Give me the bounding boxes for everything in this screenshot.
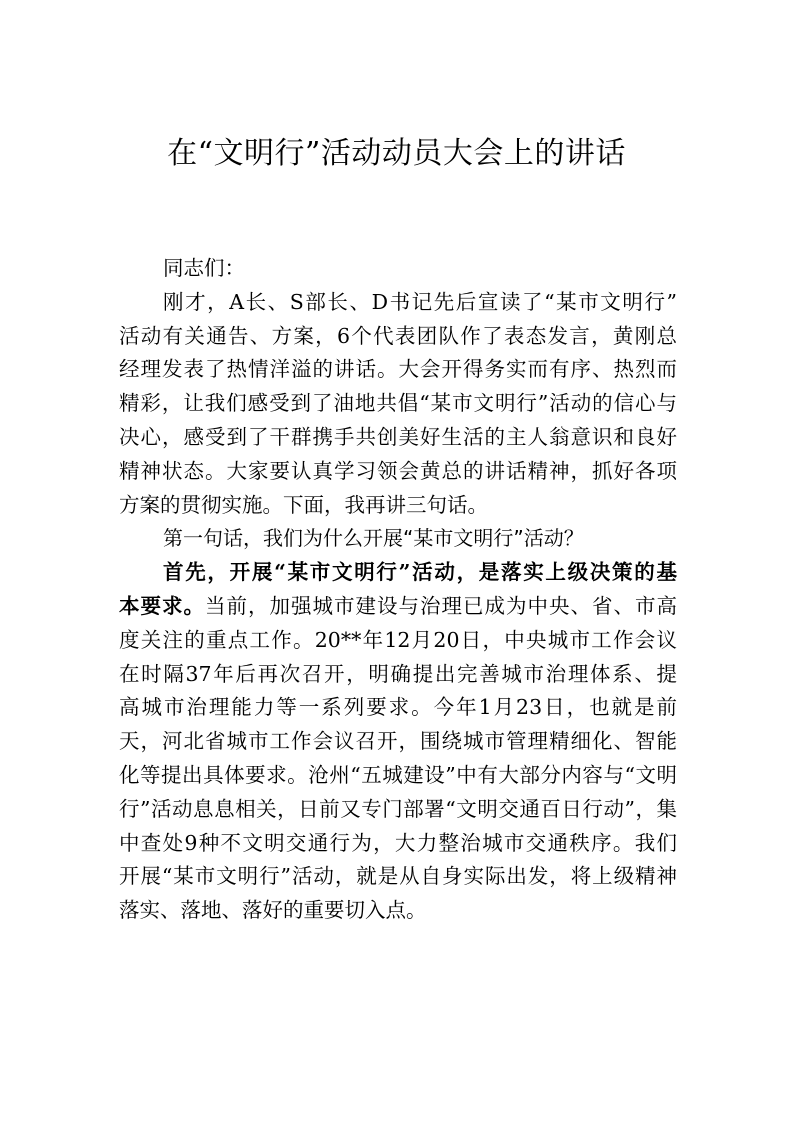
paragraph-line: 高城市治理能力等一系列要求。今年1月23日，也就是前 [119,695,677,720]
paragraph-line: 精神状态。大家要认真学习领会黄总的讲话精神，抓好各项 [119,458,677,483]
point-one-text: 当前，加强城市建设与治理已成为中央、省、市高 [205,593,677,618]
document-body [119,252,677,928]
document-title: 在“文明行”活动动员大会上的讲话 [167,136,626,171]
paragraph-line: 在时隔37年后再次召开，明确提出完善城市治理体系、提 [119,661,677,686]
paragraph-line: 中查处9种不文明交通行为，大力整治城市交通秩序。我们 [119,830,677,855]
paragraph-line: 开展“某市文明行”活动，就是从自身实际出发，将上级精神 [119,864,677,889]
paragraph-line: 方案的贯彻实施。下面，我再讲三句话。 [119,492,488,517]
salutation: 同志们： [163,256,245,280]
paragraph-line: 决心，感受到了干群携手共创美好生活的主人翁意识和良好 [119,424,677,449]
paragraph-line: 活动有关通告、方案，6个代表团队作了表态发言，黄刚总 [119,323,677,348]
paragraph-line: 落实、落地、落好的重要切入点。 [119,898,427,923]
point-one-bold-lead: 首先，开展“某市文明行”活动，是落实上级决策的基 [163,560,677,585]
paragraph-line: 精彩，让我们感受到了油地共倡“某市文明行”活动的信心与 [119,391,677,416]
point-one-bold-tail: 本要求。 [119,593,205,618]
paragraph-line: 行”活动息息相关，日前又专门部署“文明交通百日行动”，集 [119,796,677,821]
paragraph-line: 刚才，A长、S部长、D书记先后宣读了“某市文明行” [163,289,677,314]
section-heading: 第一句话，我们为什么开展“某市文明行”活动？ [163,526,584,551]
paragraph-line: 化等提出具体要求。沧州“五城建设”中有大部分内容与“文明 [119,762,677,787]
paragraph-line: 天，河北省城市工作会议召开，围绕城市管理精细化、智能 [119,729,677,754]
paragraph-line: 度关注的重点工作。20**年12月20日，中央城市工作会议 [119,627,677,652]
paragraph-line [119,590,677,624]
paragraph-line: 经理发表了热情洋溢的讲话。大会开得务实而有序、热烈而 [119,357,677,382]
